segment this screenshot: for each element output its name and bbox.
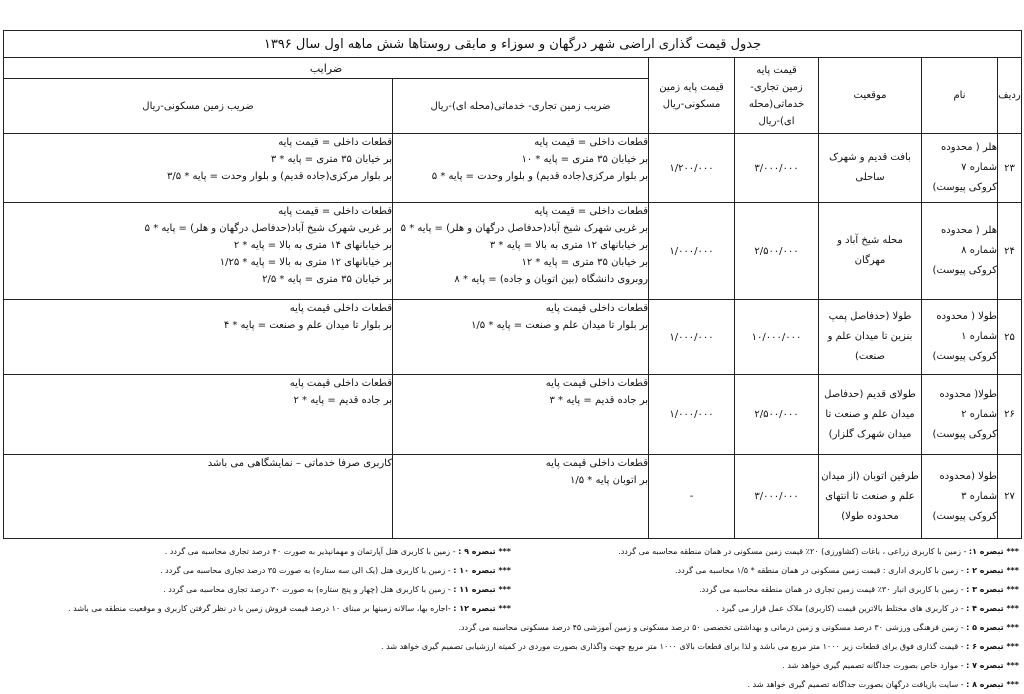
note-item: *** تبصره ۷ : - موارد خاص بصورت جداگانه تصمیم گیری خواهد شد .	[782, 661, 1019, 670]
table-row	[4, 375, 1022, 455]
note-line	[3, 637, 1021, 656]
header-coef-residential: ضریب زمین مسکونی-ریال	[4, 79, 393, 134]
row-location: محله شیخ آباد و مهرگان	[819, 203, 922, 300]
price-table	[3, 30, 1022, 539]
note-line	[3, 542, 1021, 561]
row-location: بافت قدیم و شهرک ساحلی	[819, 134, 922, 203]
row-location: طولا (حدفاصل پمپ بنزین تا میدان علم و صنعت)	[819, 300, 922, 375]
row-location: طرفین اتوبان (از میدان علم و صنعت تا انتهای محدوده طولا)	[819, 455, 922, 539]
row-coef-commercial: قطعات داخلی = قیمت پایه بر خیابان ۳۵ متری = پایه * ۱۰ بر بلوار مرکزی(جاده قدیم) و بلوار وحدت = پایه * ۵	[393, 134, 649, 203]
row-name: هلر ( محدوده شماره ۸ کروکی پیوست)	[922, 203, 998, 300]
note-line	[3, 618, 1021, 637]
note-item: *** تبصره ۱۰ : - زمین با کاربری هتل (یک الی سه ستاره) به صورت ۳۵ درصد تجاری محاسبه می گردد .	[160, 566, 511, 575]
row-name: طولا( محدوده شماره ۲ کروکی پیوست)	[922, 375, 998, 455]
row-coef-residential: قطعات داخلی قیمت پایه بر بلوار تا میدان علم و صنعت = پایه * ۴	[4, 300, 393, 375]
note-line	[3, 561, 1021, 580]
header-commercial-base: قیمت پایه زمین تجاری- خدماتی(محله ای)-ریال	[735, 58, 819, 134]
table-row	[4, 134, 1022, 203]
row-commercial-base: ۳/۰۰۰/۰۰۰	[735, 134, 819, 203]
note-item: *** تبصره ۵ : - زمین فرهنگی ورزشی ۳۰ درصد مسکونی و زمین درمانی و بهداشتی تخصصی ۵۰ درصد مسکونی و زمین آموزشی ۴۵ درصد مسکونی محاسبه می گردد.	[458, 623, 1019, 632]
price-table-sheet	[3, 30, 1021, 539]
header-coefficients: ضرایب	[4, 58, 649, 79]
row-coef-residential: قطعات داخلی قیمت پایه بر جاده قدیم = پایه * ۲	[4, 375, 393, 455]
row-coef-residential: قطعات داخلی = قیمت پایه بر خیابان ۳۵ متری = پایه * ۳ بر بلوار مرکزی(جاده قدیم) و بلوار وحدت = پایه * ۳/۵	[4, 134, 393, 203]
note-item: *** تبصره ۴ : - در کاربری های مختلط بالاترین قیمت (کاربری) ملاک عمل قرار می گیرد .	[716, 604, 1019, 613]
notes-section	[3, 542, 1021, 694]
row-number: ۲۶	[998, 375, 1022, 455]
note-item: *** تبصره ۱۱ : - زمین با کاربری هتل (چهار و پنج ستاره) به صورت ۳۰ درصد تجاری محاسبه می گردد .	[163, 585, 511, 594]
row-coef-commercial: قطعات داخلی قیمت پایه بر اتوبان پایه * ۱/۵	[393, 455, 649, 539]
row-coef-residential: کاربری صرفا خدماتی – نمایشگاهی می باشد	[4, 455, 393, 539]
row-residential-base: -	[649, 455, 735, 539]
note-item: *** تبصره ۸ : - سایت بازیافت درگهان بصورت جداگانه تصمیم گیری خواهد شد .	[747, 680, 1019, 689]
note-item: *** تبصره ۳ : - زمین با کاربری انبار ۳۰٪ قیمت زمین تجاری در همان منطقه محاسبه می گردد.	[699, 585, 1019, 594]
row-residential-base: ۱/۰۰۰/۰۰۰	[649, 375, 735, 455]
note-item: *** تبصره ۱: - زمین با کاربری زراعی ، باغات (کشاورزی) ۲۰٪ قیمت زمین مسکونی در همان منطقه محاسبه می گردد.	[618, 547, 1019, 556]
row-name: طولا ( محدوده شماره ۱ کروکی پیوست)	[922, 300, 998, 375]
row-coef-residential: قطعات داخلی = قیمت پایه بر غربی شهرک شیخ آباد(حدفاصل درگهان و هلر) = پایه * ۵ بر خیابانهای ۱۴ متری به بالا = پایه * ۲ بر خیابانهای ۱۲ متری به بالا = پایه * ۱/۲۵ بر خیابان ۳۵ متری = پایه * ۲/۵	[4, 203, 393, 300]
header-coef-commercial: ضریب زمین تجاری- خدماتی(محله ای)-ریال	[393, 79, 649, 134]
row-residential-base: ۱/۰۰۰/۰۰۰	[649, 203, 735, 300]
row-commercial-base: ۳/۰۰۰/۰۰۰	[735, 455, 819, 539]
note-line	[3, 580, 1021, 599]
row-name: هلر ( محدوده شماره ۷ کروکی پیوست)	[922, 134, 998, 203]
note-item: *** تبصره ۲ : - زمین با کاربری اداری : قیمت زمین مسکونی در همان منطقه * ۱/۵ محاسبه می گردد.	[675, 566, 1019, 575]
row-residential-base: ۱/۰۰۰/۰۰۰	[649, 300, 735, 375]
note-item: *** تبصره ۶ : - قیمت گذاری فوق برای قطعات زیر ۱۰۰۰ متر مربع می باشد و لذا برای قطعات بالای ۱۰۰۰ متر مربع جهت واگذاری بصورت موردی در کمیته ارزشیابی تصمیم گیری خواهد شد .	[381, 642, 1019, 651]
table-row	[4, 455, 1022, 539]
row-name: طولا (محدوده شماره ۳ کروکی پیوست)	[922, 455, 998, 539]
row-coef-commercial: قطعات داخلی = قیمت پایه بر غربی شهرک شیخ آباد(حدفاصل درگهان و هلر) = پایه * ۵ بر خیابانهای ۱۲ متری به بالا = پایه * ۳ بر خیابان ۳۵ متری = پایه * ۱۲ روبروی دانشگاه (بین اتوبان و جاده) = پایه * ۸	[393, 203, 649, 300]
header-name: نام	[922, 58, 998, 134]
note-line	[3, 656, 1021, 675]
row-commercial-base: ۲/۵۰۰/۰۰۰	[735, 203, 819, 300]
row-commercial-base: ۱۰/۰۰۰/۰۰۰	[735, 300, 819, 375]
table-row	[4, 203, 1022, 300]
note-item: *** تبصره ۹ : - زمین با کاربری هتل آپارتمان و مهمانپذیر به صورت ۴۰ درصد تجاری محاسبه می گردد .	[164, 547, 511, 556]
row-location: طولای قدیم (حدفاصل میدان علم و صنعت تا میدان شهرک گلزار)	[819, 375, 922, 455]
row-residential-base: ۱/۲۰۰/۰۰۰	[649, 134, 735, 203]
note-item: *** تبصره ۱۲ : -اجاره بها، سالانه زمینها بر مبنای ۱۰ درصد قیمت فروش زمین با در نظر گرفتن کاربری و موقعیت منطقه می باشد .	[68, 604, 511, 613]
note-line	[3, 599, 1021, 618]
header-location: موقعیت	[819, 58, 922, 134]
row-coef-commercial: قطعات داخلی قیمت پایه بر جاده قدیم = پایه * ۳	[393, 375, 649, 455]
row-number: ۲۴	[998, 203, 1022, 300]
note-line	[3, 675, 1021, 694]
row-number: ۲۷	[998, 455, 1022, 539]
row-coef-commercial: قطعات داخلی قیمت پایه بر بلوار تا میدان علم و صنعت = پایه * ۱/۵	[393, 300, 649, 375]
table-title: جدول قیمت گذاری اراضی شهر درگهان و سوزاء و مابقی روستاها شش ماهه اول سال ۱۳۹۶	[4, 31, 1022, 58]
row-number: ۲۳	[998, 134, 1022, 203]
header-row-no: ردیف	[998, 58, 1022, 134]
table-row	[4, 300, 1022, 375]
row-commercial-base: ۲/۵۰۰/۰۰۰	[735, 375, 819, 455]
row-number: ۲۵	[998, 300, 1022, 375]
header-residential-base: قیمت پایه زمین مسکونی-ریال	[649, 58, 735, 134]
